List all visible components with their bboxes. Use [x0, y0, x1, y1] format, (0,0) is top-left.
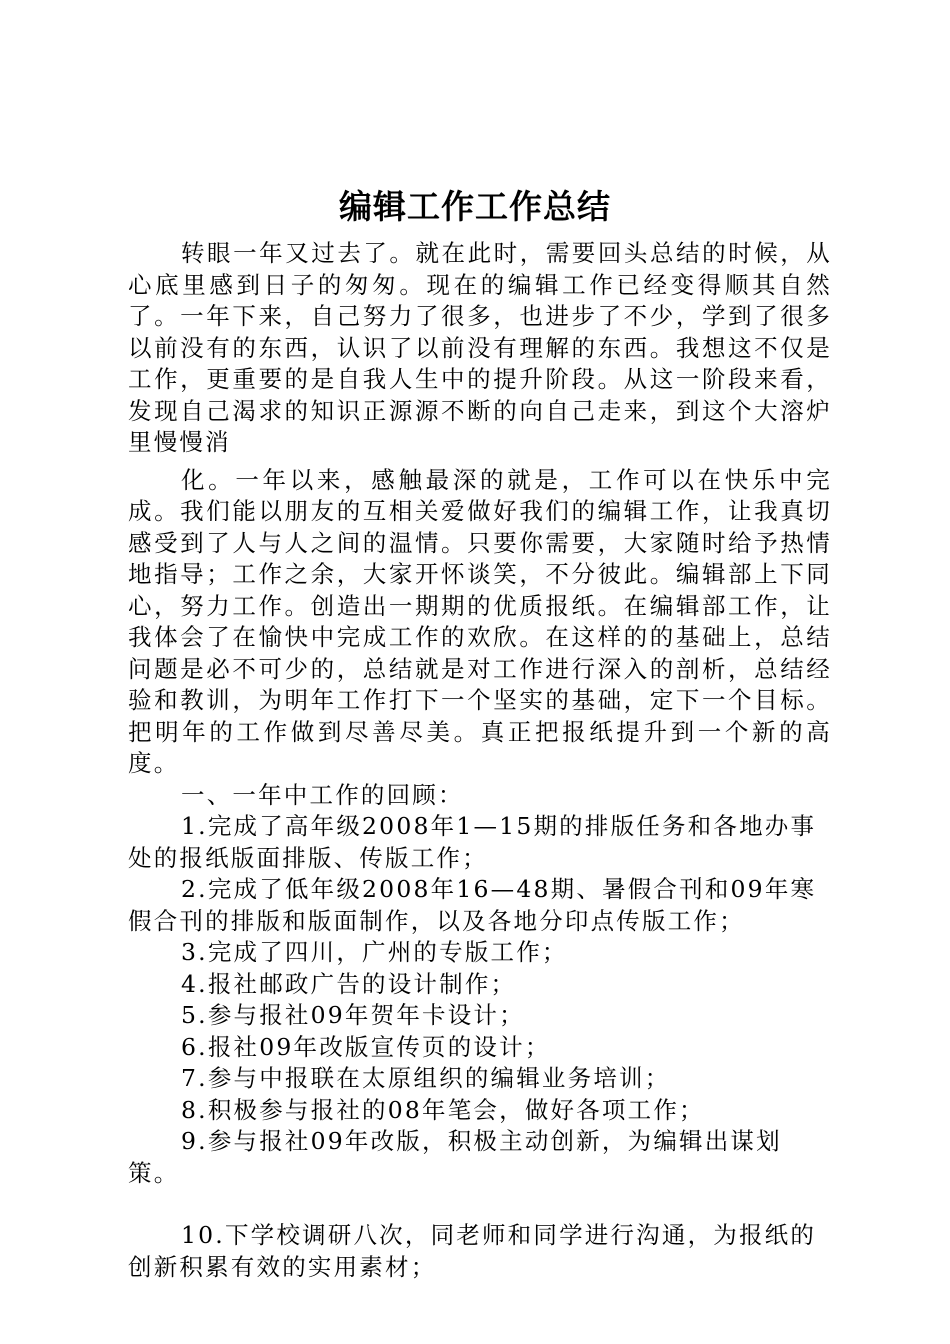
list-item: 1.完成了高年级2008年1—15期的排版任务和各地办事处的报纸版面排版、传版工作； — [128, 812, 817, 872]
list-item: 3.完成了四川，广州的专版工作； — [181, 938, 568, 966]
section-heading: 一、一年中工作的回顾： — [181, 780, 464, 809]
paragraph-reflection: 化。一年以来，感触最深的就是，工作可以在快乐中完成。我们能以朋友的互相关爱做好我们的编辑工作，让我真切感受到了人与人之间的温情。只要你需要，大家随时给予热情地指导；工作之余，大家开怀谈笑，不分彼此。编辑部上下同心，努力工作。创造出一期期的优质报纸。在编辑部工作，让我体会了在愉快中完成工作的欢欣。在这样的的基础上，总结问题是必不可少的，总结就是对工作进行深入的剖析，总结经验和教训，为明年工作打下一个坚实的基础，定下一个目标。把明年的工作做到尽善尽美。真正把报纸提升到一个新的高度。 — [128, 465, 832, 777]
list-item: 10.下学校调研八次，同老师和同学进行沟通，为报纸的创新积累有效的实用素材； — [128, 1221, 817, 1281]
list-item: 6.报社09年改版宣传页的设计； — [181, 1032, 551, 1061]
paragraph-intro: 转眼一年又过去了。就在此时，需要回头总结的时候，从心底里感到日子的匆匆。现在的编辑工作已经变得顺其自然了。一年下来，自己努力了很多，也进步了不少，学到了很多以前没有的东西，认识了以前没有理解的东西。我想这不仅是工作，更重要的是自我人生中的提升阶段。从这一阶段来看，发现自己渴求的知识正源源不断的向自己走来，到这个大溶炉里慢慢消 — [128, 239, 832, 456]
list-item: 8.积极参与报社的08年笔会，做好各项工作； — [181, 1095, 705, 1124]
list-item: 4.报社邮政广告的设计制作； — [181, 969, 517, 998]
document-body — [128, 238, 832, 1283]
blank-line — [128, 1189, 832, 1220]
list-item: 9.参与报社09年改版，积极主动创新，为编辑出谋划策。 — [128, 1127, 782, 1187]
list-item: 7.参与中报联在太原组织的编辑业务培训； — [181, 1064, 671, 1092]
list-item: 5.参与报社09年贺年卡设计； — [181, 1001, 525, 1029]
document-title: 编辑工作工作总结 — [339, 187, 611, 226]
list-item: 2.完成了低年级2008年16—48期、暑假合刊和09年寒假合刊的排版和版面制作，以及各地分印点传版工作； — [128, 875, 817, 935]
